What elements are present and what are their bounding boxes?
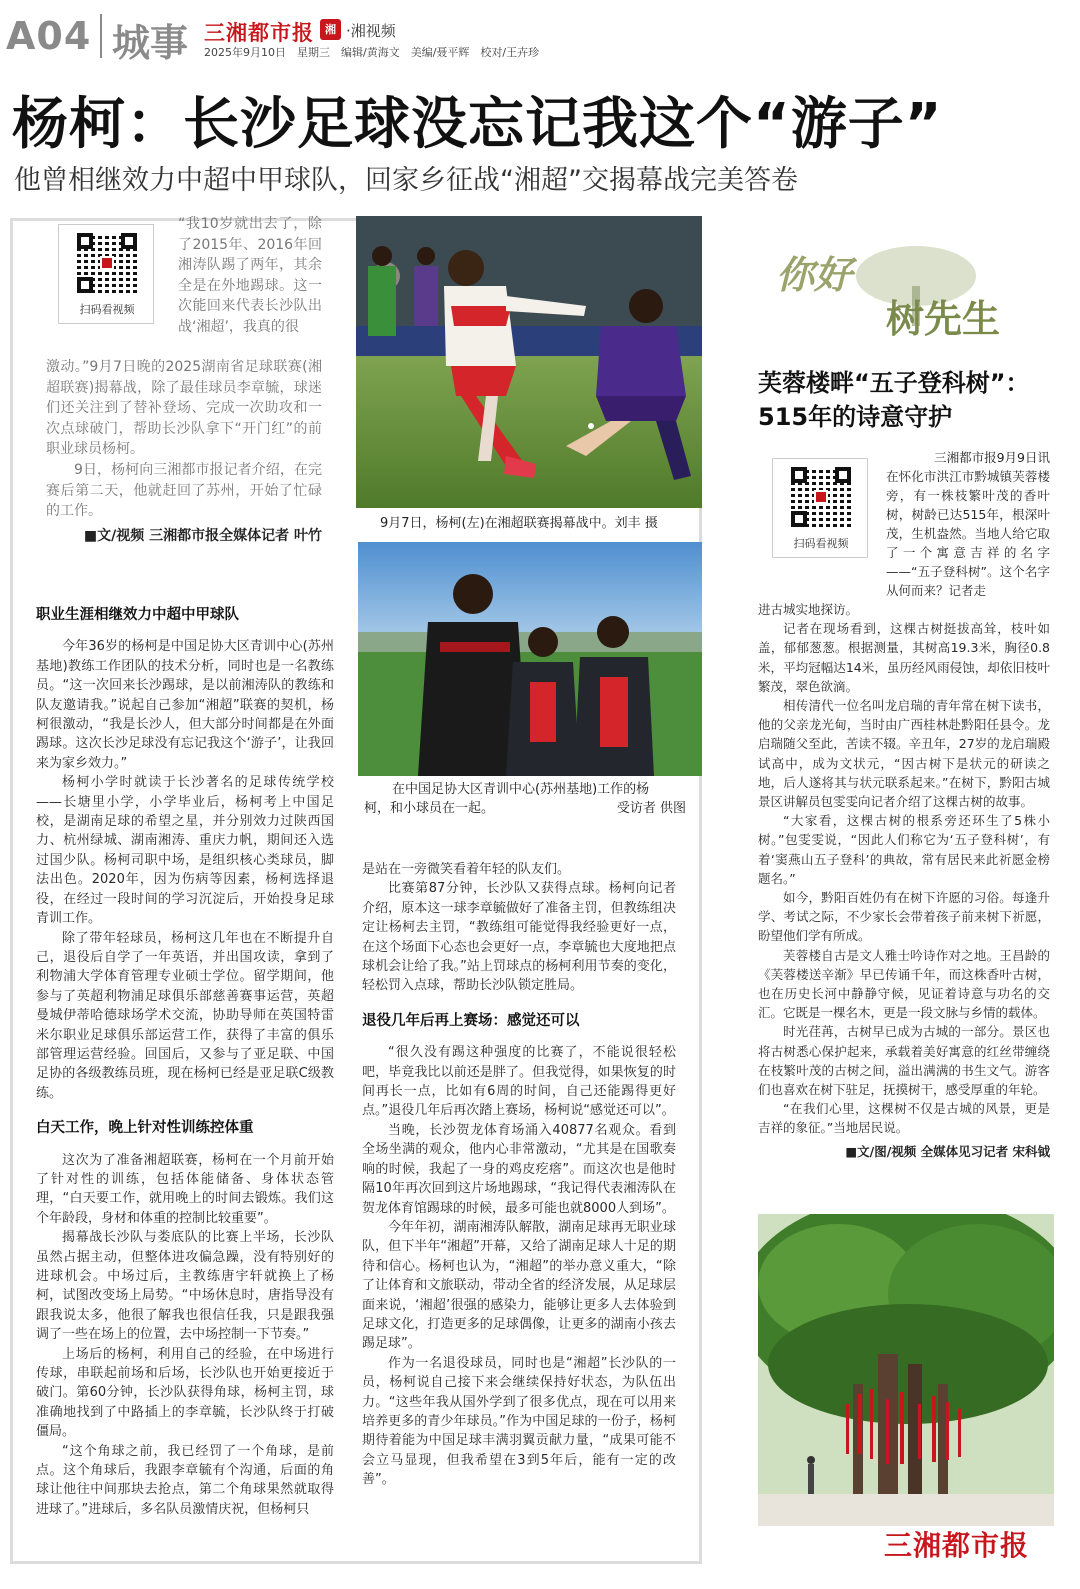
paragraph: 上场后的杨柯，利用自己的经验，在中场进行传球，串联起前场和后场，长沙队也开始更接近于破门。第60分钟，长沙队获得角球，杨柯主罚，球准确地找到了中路插上的李章毓，长沙队终于打破僵局。	[36, 1346, 334, 1440]
photo-tree	[758, 1214, 1054, 1526]
paragraph: 比赛第87分钟，长沙队又获得点球。杨柯向记者介绍，原本这一球李章毓做好了准备主罚，但教练组决定让杨柯去主罚，“教练组可能觉得我经验更好一点，在这个场面下心态也会更好一点，李章毓也大度地把点球机会让给了我。”站上罚球点的杨柯利用节奏的变化，轻松罚入点球，帮助长沙队锁定胜局。	[362, 881, 676, 994]
side-headline-line1: 芙蓉楼畔“五子登科树”：	[758, 369, 1030, 397]
section-heading-1: 职业生涯相继效力中超中甲球队	[36, 607, 239, 623]
masthead-divider	[100, 14, 102, 58]
photo-credit: 受访者 供图	[616, 801, 686, 816]
qr-label: 扫码看视频	[79, 303, 135, 316]
paragraph: 时光荏苒，古树早已成为古城的一部分。景区也将古树悉心保护起来，承载着美好寓意的红丝带缠绕在枝繁叶茂的古树之间，溢出满满的书生文气。游客们也喜欢在树下驻足，抚摸树干，感受厚重的年轮。	[758, 1024, 1050, 1098]
side-dateline: 三湘都市报9月9日讯	[934, 450, 1050, 465]
paragraph: 当晚，长沙贺龙体育场涌入40877名观众。看到全场坐满的观众，他内心非常激动，“尤其是在国歌奏响的时候，我起了一身的鸡皮疙瘩”。而这次也是他时隔10年再次回到这片场地踢球，“我记得代表湘涛队在贺龙体育馆踢球的时候，最多可能也就8000人到场”。	[362, 1122, 676, 1216]
paragraph: 芙蓉楼自古是文人雅士吟诗作对之地。王昌龄的《芙蓉楼送辛渐》早已传诵千年，而这株香叶古树，也在历史长河中静静守候，见证着诗意与功名的交汇。它既是一棵名木，更是一段文脉与乡情的载体。	[758, 947, 1050, 1021]
side-lead	[886, 448, 1050, 600]
section-name: 城事	[112, 21, 189, 65]
paragraph: 除了带年轻球员，杨柯这几年也在不断提升自己，退役后自学了一年英语，并出国攻读，拿到了利物浦大学体育管理专业硕士学位。留学期间，他参与了英超利物浦足球俱乐部慈善赛事运营，英超曼城伊蒂哈德球场学术交流，协助导师在英国特雷米尔职业足球俱乐部运营工作，获得了丰富的俱乐部管理运营经验。回国后，又参与了亚足联、中国足协的各级教练员班，现在杨柯已经是亚足联C级教练。	[36, 930, 334, 1101]
photo-youth-caption-line1: 在中国足协大区青训中心(苏州基地)工作的杨	[392, 782, 650, 797]
column-logo	[776, 236, 1016, 346]
side-qr-code-box[interactable]	[772, 458, 868, 558]
side-lead-text: 在怀化市洪江市黔城镇芙蓉楼旁，有一株枝繁叶茂的香叶树，树龄已达515年，根深叶茂，生机盎然。当地人给它取了一个寓意吉祥的名字——“五子登科树”。这个名字从何而来？记者走	[886, 469, 1050, 598]
photo-youth-caption-line2	[364, 799, 686, 818]
paragraph: 今年年初，湖南湘涛队解散，湖南足球再无职业球队，但下半年“湘超”开幕，又给了湖南足球人十足的期待和信心。杨柯也认为，“湘超”的举办意义重大，“除了让体育和文旅联动，带动全省的经济发展，从足球层面来说，‘湘超’很强的感染力，能够让更多人去体验到足球文化，打造更多的足球偶像，让更多的湖南小孩去踢足球”。	[362, 1219, 676, 1352]
subheadline: 他曾相继效力中超中甲球队，回家乡征战“湘超”交揭幕战完美答卷	[14, 165, 798, 196]
side-headline-line2: 515年的诗意守护	[758, 403, 953, 431]
paragraph: 记者在现场看到，这棵古树挺拔高耸，枝叶如盖，郁郁葱葱。根据测量，其树高19.3米，胸径0.8米，平均冠幅达14米，虽历经风雨侵蚀，却依旧枝叶繁茂，翠色欲滴。	[758, 621, 1050, 694]
section-heading-3: 退役几年后再上赛场：感觉还可以	[362, 1012, 580, 1029]
paragraph: 是站在一旁微笑看着年轻的队友们。	[362, 862, 571, 877]
video-badge-icon: 湘	[320, 19, 341, 40]
qr-code-icon	[791, 467, 851, 527]
headline: 杨柯：长沙足球没忘记我这个“游子”	[12, 92, 943, 157]
side-body	[758, 600, 1050, 1161]
paragraph: 如今，黔阳百姓仍有在树下许愿的习俗。每逢升学、考试之际，不少家长会带着孩子前来树下祈愿，盼望他们学有所成。	[758, 890, 1050, 944]
side-headline	[758, 366, 1030, 434]
paragraph: “大家看，这棵古树的根系旁还环生了5株小树。”包雯雯说，“因此人们称它为‘五子登科树’，有着‘窦燕山五子登科’的典故，常有居民来此祈愿金榜题名。”	[758, 813, 1050, 886]
intro-p2: 9日，杨柯向三湘都市报记者介绍，在完赛后第二天，他就赶回了苏州，开始了忙碌的工作。	[46, 461, 322, 520]
paragraph: “在我们心里，这棵树不仅是古城的风景，更是吉祥的象征。”当地居民说。	[758, 1101, 1050, 1136]
video-brand: ·湘视频	[346, 22, 396, 40]
photo-match	[356, 216, 702, 508]
issue-meta: 2025年9月10日 星期三 编辑/黄海文 美编/聂平辉 校对/王卉珍	[204, 46, 540, 59]
side-qr-label: 扫码看视频	[793, 537, 849, 550]
intro-top: “我10岁就出去了，除了2015年、2016年回湘涛队踢了两年，其余全是在外地踢球。这一次能回来代表长沙队出战‘湘超’，我真的很	[178, 216, 322, 335]
paragraph: “这个角球之前，我已经罚了一个角球，是前点。这个角球后，我跟李章毓有个沟通，后面的角球让他往中间那块去抢点，第二个角球果然就取得进球了。”进球后，多名队员激情庆祝，但杨柯只	[36, 1443, 334, 1517]
paragraph: “很久没有踢这种强度的比赛了，不能说很轻松吧，毕竟我比以前还是胖了。但我觉得，如果恢复的时间再长一点，比如有6周的时间，自己还能踢得更好点。”退役几年后再次踏上赛场，杨柯说“感觉还可以”。	[362, 1045, 676, 1119]
article-intro	[46, 214, 322, 338]
paragraph: 杨柯小学时就读于长沙著名的足球传统学校——长塘里小学，小学毕业后，杨柯考上中国足校，是湖南足球的希望之星，并分别效力过陕西国力、杭州绿城、湖南湘涛、重庆力帆，期间还入选过国少队。杨柯司职中场，是组织核心类球员，脚法出色。2020年，因为伤病等因素，杨柯选择退役，在经过一段时间的学习沉淀后，开始投身足球青训工作。	[36, 775, 334, 927]
article-intro-rest	[46, 357, 322, 546]
article-column-2	[362, 860, 676, 1490]
photo-youth	[358, 542, 702, 776]
byline-main: ■文/视频 三湘都市报全媒体记者 叶竹	[83, 527, 322, 544]
column-logo-text-2: 树先生	[886, 296, 1001, 341]
photo-youth-caption	[364, 780, 686, 818]
paragraph: 今年36岁的杨柯是中国足协大区青训中心(苏州基地)教练工作团队的技术分析，同时也是一名教练员。“这一次回来长沙踢球，是以前湘涛队的教练和队友邀请我。”说起自己参加“湘超”联赛的契机，杨柯很激动，“我是长沙人，但大部分时间都是在外面踢球。这次长沙足球没有忘记我这个‘游子’，让我回来为家乡效力。”	[36, 639, 334, 771]
paragraph: 这次为了准备湘超联赛，杨柯在一个月前开始了针对性的训练，包括体能储备、身体状态管理，“白天要工作，就用晚上的时间去锻炼。我们这个年龄段，身材和体重的控制比较重要”。	[36, 1152, 334, 1226]
footer-logo: 三湘都市报	[884, 1529, 1030, 1562]
section-heading-2: 白天工作，晚上针对性训练控体重	[36, 1120, 254, 1137]
paper-logo: 三湘都市报	[204, 21, 314, 45]
article-column-1	[36, 592, 334, 1519]
column-logo-text-1: 你好	[776, 252, 853, 297]
photo-youth-caption-text: 柯，和小球员在一起。	[364, 801, 495, 816]
paragraph: 相传清代一位名叫龙启瑞的青年常在树下读书，他的父亲龙光甸，当时由广西桂林赴黔阳任县令。龙启瑞随父至此，苦读不辍。辛丑年，27岁的龙启瑞殿试高中，成为文状元，“因古树下是状元的研读之地，后人遂将其与状元联系起来。”在树下，黔阳古城景区讲解员包雯雯向记者介绍了这棵古树的故事。	[758, 698, 1050, 810]
intro-rest: 激动。”9月7日晚的2025湖南省足球联赛(湘超联赛)揭幕战，除了最佳球员李章毓，球迷们还关注到了替补登场、完成一次助攻和一次点球破门，帮助长沙队拿下“开门红”的前职业球员杨柯。	[46, 359, 322, 458]
page-number: A04	[6, 14, 92, 58]
paragraph: 作为一名退役球员，同时也是“湘超”长沙队的一员，杨柯说自己接下来会继续保持好状态，为队伍出力。“这些年我从国外学到了很多优点，现在可以用来培养更多的青少年球员。”作为中国足球的一份子，杨柯期待着能为中国足球丰满羽翼贡献力量，“成果可能不会立马显现，但我希望在3到5年后，能有一定的改善”。	[362, 1355, 676, 1488]
masthead	[0, 0, 1080, 75]
side-byline: ■文/图/视频 全媒体见习记者 宋科钺	[845, 1143, 1050, 1159]
photo-match-caption: 9月7日，杨柯(左)在湘超联赛揭幕战中。刘丰 摄	[380, 516, 658, 531]
paragraph: 揭幕战长沙队与娄底队的比赛上半场，长沙队虽然占据主动，但整体进攻偏急躁，没有特别好的进球机会。中场过后，主教练唐宇轩就换上了杨柯，试图改变场上局势。“中场休息时，唐指导没有跟我说太多，他很了解我也很信任我，只是跟我强调了一些在场上的位置，去中场控制一下节奏。”	[36, 1230, 334, 1343]
paragraph: 进古城实地探访。	[758, 602, 859, 617]
